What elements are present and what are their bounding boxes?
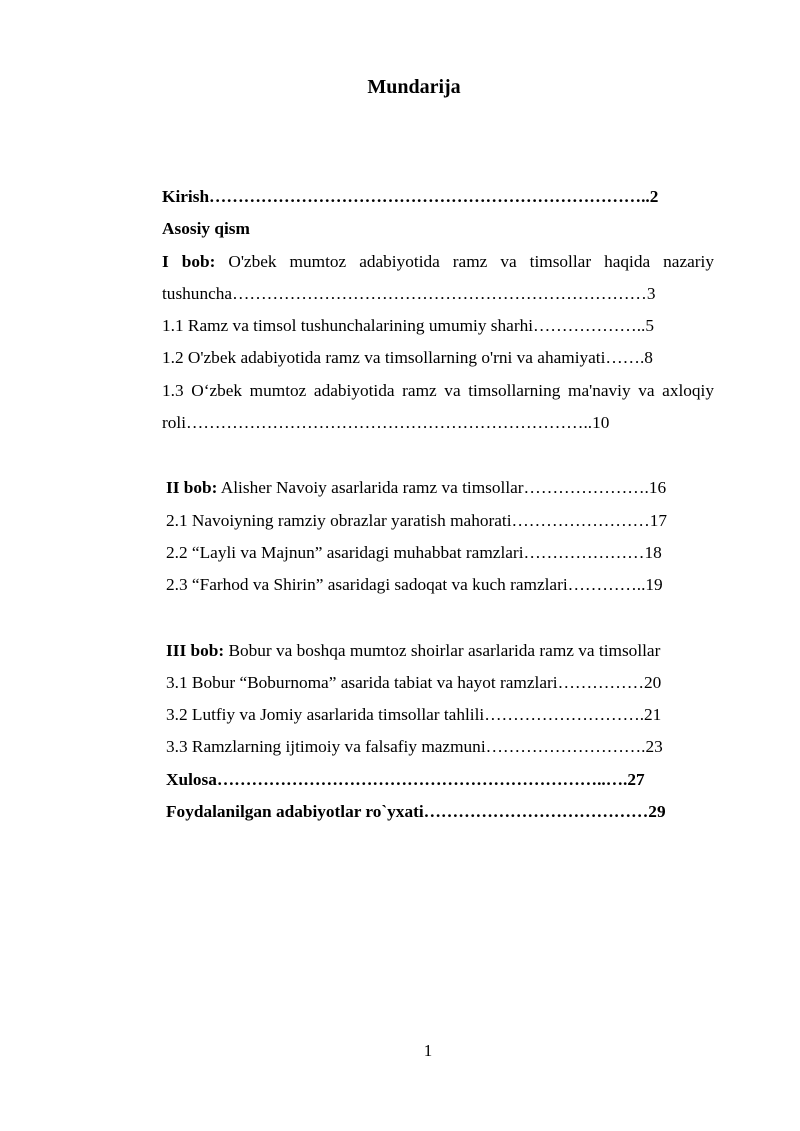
toc-entry-3-3: 3.3 Ramzlarning ijtimoiy va falsafiy mazmuni……………………….23 — [166, 737, 663, 757]
toc-entry-kirish: Kirish…………………………………………………………………..2 — [162, 187, 659, 206]
toc-entry-1-1: 1.1 Ramz va timsol tushunchalarining umumiy sharhi………………..5 — [162, 316, 654, 336]
table-of-contents — [162, 181, 714, 828]
chapter-2-label: II bob: — [166, 478, 218, 498]
chapter-3-label: III bob: — [166, 640, 225, 660]
toc-entry-adabiyotlar: Foydalanilgan adabiyotlar ro`yxati…………………………………29 — [166, 802, 666, 822]
toc-entry-chapter-3 — [162, 635, 714, 667]
chapter-1-title: O'zbek mumtoz adabiyotida ramz va timsollar haqida nazariy tushuncha………………………………………………………………3 — [162, 251, 714, 303]
toc-entry-2-1: 2.1 Navoiyning ramziy obrazlar yaratish mahorati……………………17 — [166, 510, 668, 530]
page-number: 1 — [423, 1041, 433, 1060]
toc-entry-1-3: 1.3 O‘zbek mumtoz adabiyotida ramz va timsollarning ma'naviy va axloqiy roli……………………………………………………………..10 — [162, 380, 714, 433]
page-title: Mundarija — [367, 76, 461, 98]
spacer — [162, 602, 714, 635]
toc-entry-2-2: 2.2 “Layli va Majnun” asaridagi muhabbat ramzlari…………………18 — [166, 542, 662, 562]
toc-entry-3-2: 3.2 Lutfiy va Jomiy asarlarida timsollar tahlili……………………….21 — [166, 705, 662, 725]
toc-entry-3-1: 3.1 Bobur “Boburnoma” asarida tabiat va hayot ramzlari……………20 — [166, 672, 662, 692]
toc-entry-xulosa: Xulosa…………………………………………………………..….27 — [166, 769, 645, 789]
chapter-2-title: Alisher Navoiy asarlarida ramz va timsollar………………….16 — [217, 478, 667, 498]
chapter-1-label: I bob: — [162, 251, 216, 271]
toc-entry-1-2: 1.2 O'zbek adabiyotida ramz va timsollarning o'rni va ahamiyati…….8 — [162, 348, 653, 368]
toc-entry-chapter-1 — [162, 246, 714, 311]
spacer — [162, 439, 714, 472]
toc-entry-chapter-2 — [162, 472, 714, 504]
toc-entry-2-3: 2.3 “Farhod va Shirin” asaridagi sadoqat va kuch ramzlari…………..19 — [166, 575, 663, 595]
chapter-3-title: Bobur va boshqa mumtoz shoirlar asarlarida ramz va timsollar — [224, 640, 661, 660]
toc-entry-asosiy-qism: Asosiy qism — [162, 219, 250, 239]
